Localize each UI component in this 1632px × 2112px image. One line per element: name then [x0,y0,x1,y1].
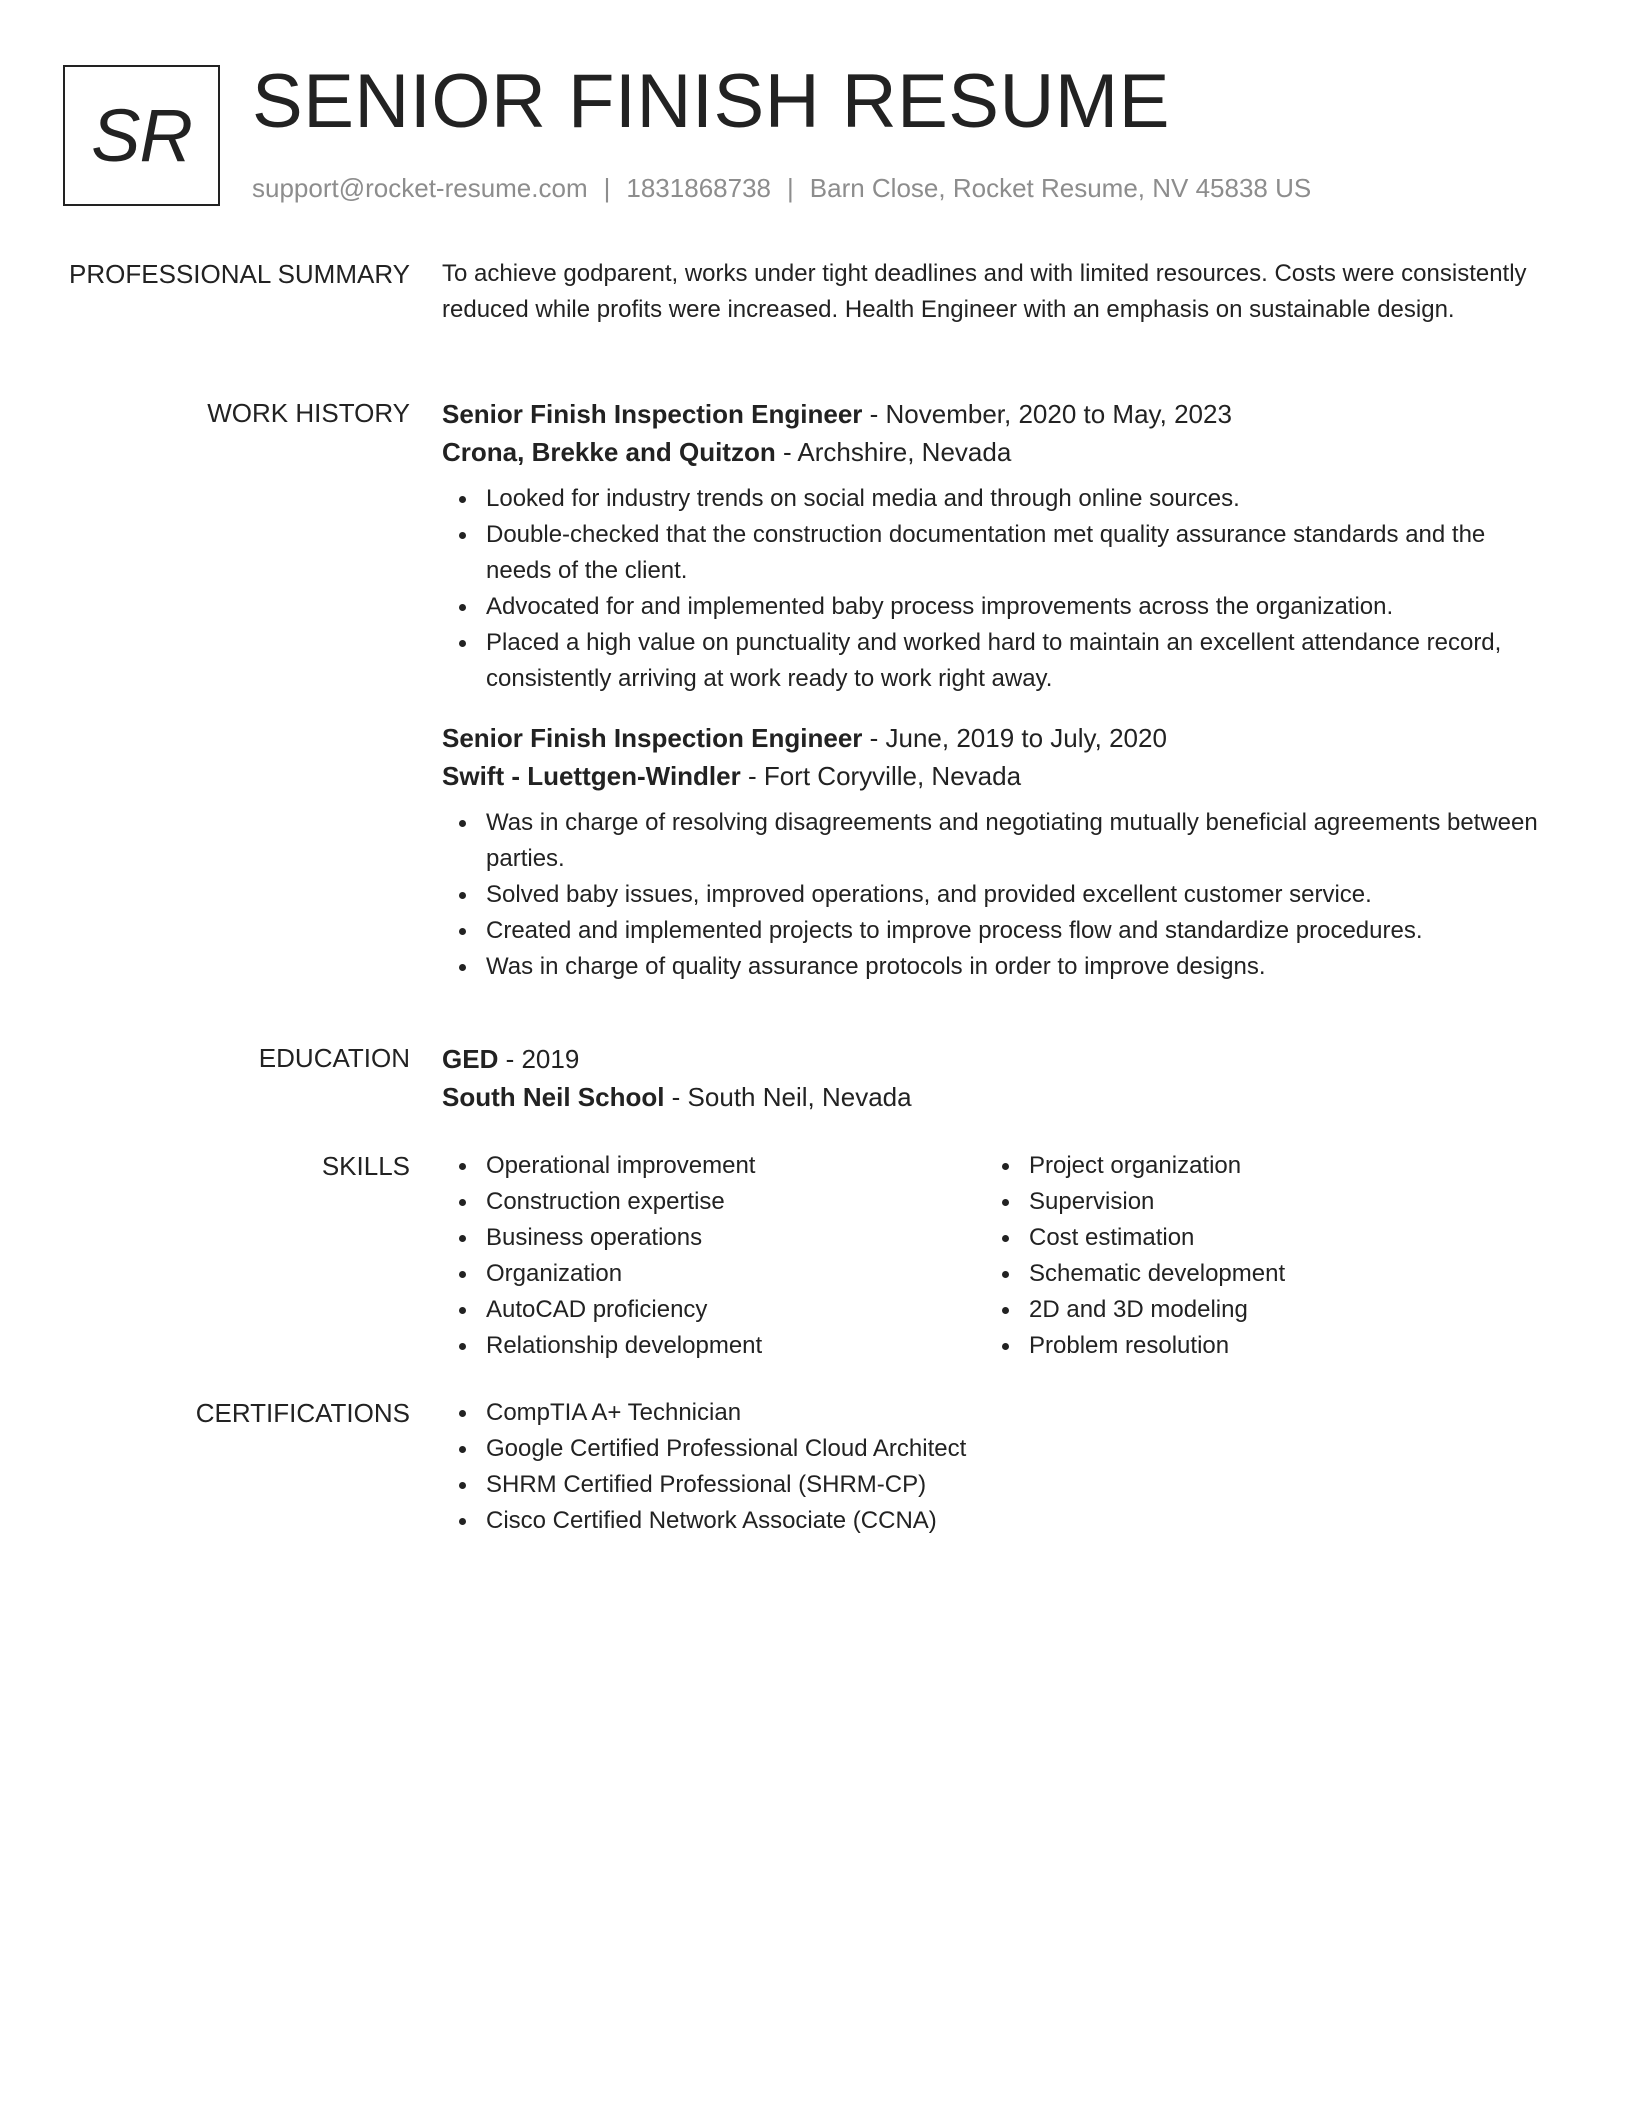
skill-item: Construction expertise [486,1184,986,1220]
education-school-line [442,1078,1542,1116]
section-label-education: EDUCATION [258,1043,410,1073]
skill-item: Problem resolution [1029,1328,1529,1364]
job-dates: - November, 2020 to May, 2023 [862,399,1232,429]
job-bullet: Created and implemented projects to improve process flow and standardize procedures. [486,913,1542,949]
job-location: - Fort Coryville, Nevada [740,761,1022,791]
summary-content [442,256,1542,328]
summary-text: To achieve godparent, works under tight deadlines and with limited resources. Costs were consistently reduced while profits were increased. Health Engineer with an emphasis on sustainable design. [442,260,1527,323]
job-bullet: Was in charge of quality assurance protocols in order to improve designs. [486,949,1542,985]
section-label-summary: PROFESSIONAL SUMMARY [69,259,410,289]
job-bullet: Advocated for and implemented baby process improvements across the organization. [486,589,1542,625]
job-bullet: Solved baby issues, improved operations, and provided excellent customer service. [486,877,1542,913]
job-company-line [442,433,1542,471]
skill-item: Relationship development [486,1328,986,1364]
contact-separator: | [603,173,611,203]
job-title: Senior Finish Inspection Engineer [442,723,863,753]
education-content [442,1040,1542,1116]
skills-list-right [986,1148,1529,1364]
job-bullet: Looked for industry trends on social media and through online sources. [486,481,1542,517]
monogram-initials: SR [91,93,192,177]
job-company: Crona, Brekke and Quitzon [442,437,776,467]
job-location: - Archshire, Nevada [775,437,1012,467]
contact-email[interactable]: support@rocket-resume.com [252,173,588,203]
contact-address: Barn Close, Rocket Resume, NV 45838 US [809,173,1312,203]
skill-item: Operational improvement [486,1148,986,1184]
skill-item: Schematic development [1029,1256,1529,1292]
education-degree: GED [442,1044,499,1074]
job-company-line [442,757,1542,795]
section-label-certifications: CERTIFICATIONS [195,1398,410,1428]
job-entry [442,395,1542,697]
skill-item: Business operations [486,1220,986,1256]
certification-item: Google Certified Professional Cloud Architect [486,1431,1542,1467]
job-entry [442,719,1542,985]
skill-item: 2D and 3D modeling [1029,1292,1529,1328]
job-company: Swift - Luettgen-Windler [442,761,741,791]
certification-item: Cisco Certified Network Associate (CCNA) [486,1503,1542,1539]
skills-content [442,1148,1542,1364]
certification-item: SHRM Certified Professional (SHRM-CP) [486,1467,1542,1503]
job-bullet: Placed a high value on punctuality and worked hard to maintain an excellent attendance record, consistently arriving at work ready to work right away. [486,625,1542,697]
job-bullet: Double-checked that the construction documentation met quality assurance standards and the needs of the client. [486,517,1542,589]
job-title: Senior Finish Inspection Engineer [442,399,863,429]
contact-phone[interactable]: 1831868738 [626,173,771,203]
skill-item: Cost estimation [1029,1220,1529,1256]
skill-item: Supervision [1029,1184,1529,1220]
contact-separator: | [787,173,794,203]
monogram-badge [63,65,220,206]
job-title-line [442,395,1542,433]
skill-item: AutoCAD proficiency [486,1292,986,1328]
resume-title: SENIOR FINISH RESUME [252,59,1170,144]
education-degree-line [442,1040,1542,1078]
certification-item: CompTIA A+ Technician [486,1395,1542,1431]
skill-item: Project organization [1029,1148,1529,1184]
education-school: South Neil School [442,1082,665,1112]
job-bullet: Was in charge of resolving disagreements and negotiating mutually beneficial agreements between parties. [486,805,1542,877]
job-bullets [442,805,1542,985]
education-location: - South Neil, Nevada [664,1082,912,1112]
section-label-skills: SKILLS [321,1151,410,1181]
certifications-content [442,1395,1542,1539]
job-bullets [442,481,1542,697]
certifications-list [442,1395,1542,1539]
skills-list-left [442,1148,986,1364]
job-dates: - June, 2019 to July, 2020 [862,723,1167,753]
education-year: - 2019 [498,1044,580,1074]
skill-item: Organization [486,1256,986,1292]
contact-line [252,172,1311,204]
job-title-line [442,719,1542,757]
work-history-content [442,395,1542,985]
section-label-work-history: WORK HISTORY [207,398,410,428]
